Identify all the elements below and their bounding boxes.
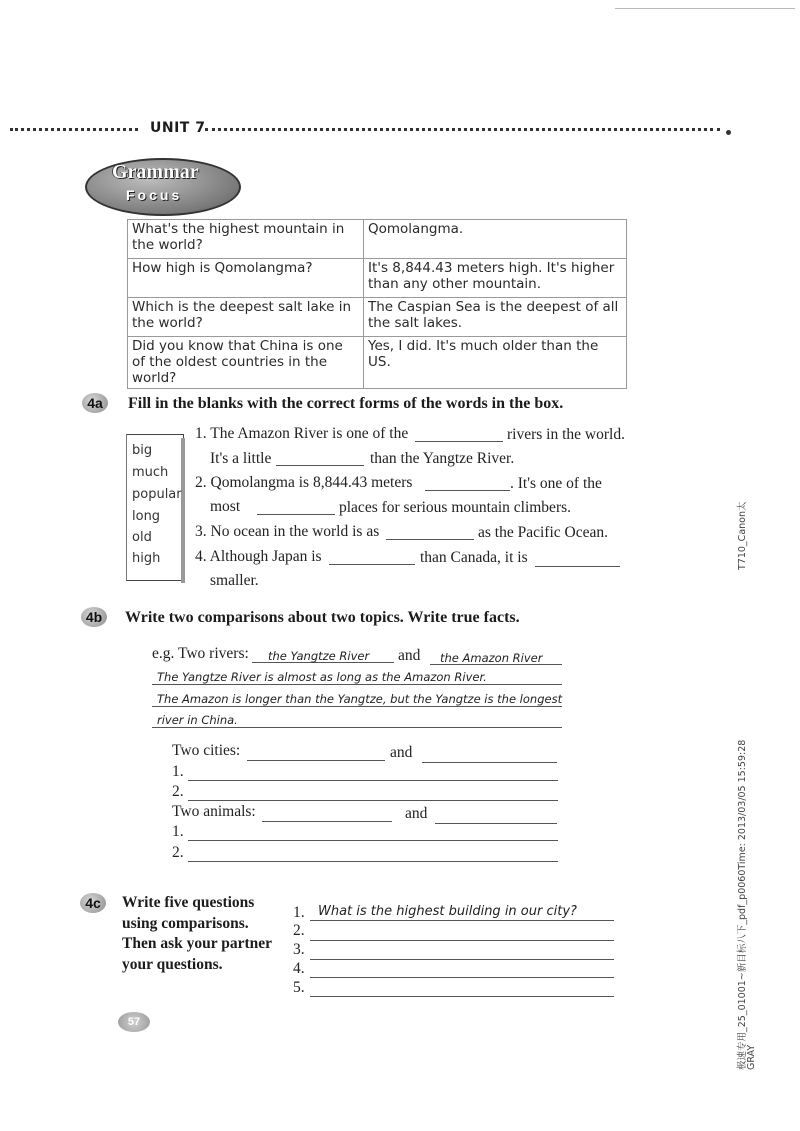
word-box-shadow bbox=[181, 438, 185, 583]
cities-number-2: 2. bbox=[172, 783, 184, 800]
question-cell: Did you know that China is one of the oldest countries in the world? bbox=[128, 337, 364, 389]
question-cell: Which is the deepest salt lake in the world? bbox=[128, 298, 364, 337]
sentence-4b: than Canada, it is bbox=[420, 549, 528, 566]
and-word: and bbox=[405, 805, 428, 822]
example-sentence-2: The Amazon is longer than the Yangtze, but the Yangtze is the longest bbox=[157, 692, 563, 706]
animals-line-2[interactable] bbox=[188, 861, 558, 862]
dot-end bbox=[726, 130, 731, 135]
animals-number-1: 1. bbox=[172, 823, 184, 840]
question-line-1[interactable] bbox=[310, 920, 614, 921]
blank-1b[interactable] bbox=[276, 465, 364, 466]
grammar-focus-subtitle: Focus bbox=[126, 187, 183, 203]
exercise-4b-instruction: Write two comparisons about two topics. Write true facts. bbox=[125, 609, 520, 626]
example-sentence-1: The Yangtze River is almost as long as the Amazon River. bbox=[157, 670, 487, 684]
sentence-2a: 2. Qomolangma is 8,844.43 meters bbox=[195, 474, 413, 491]
and-word: and bbox=[398, 647, 421, 664]
answer-cell: The Caspian Sea is the deepest of all the salt lakes. bbox=[364, 298, 627, 337]
table-row bbox=[128, 298, 627, 337]
page-number: 57 bbox=[118, 1012, 150, 1032]
word-box-item: much bbox=[132, 465, 169, 480]
cities-number-1: 1. bbox=[172, 763, 184, 780]
exercise-4c-instruction-3: Then ask your partner bbox=[122, 935, 272, 952]
sentence-4a: 4. Although Japan is bbox=[195, 548, 322, 565]
question-cell: How high is Qomolangma? bbox=[128, 259, 364, 298]
word-box-item: long bbox=[132, 509, 161, 524]
animals-line-1[interactable] bbox=[188, 840, 558, 841]
table-row bbox=[128, 337, 627, 389]
topic-animals-label: Two animals: bbox=[172, 803, 256, 820]
answer-cell: It's 8,844.43 meters high. It's higher than any other mountain. bbox=[364, 259, 627, 298]
table-row bbox=[128, 220, 627, 259]
animals-blank-1[interactable] bbox=[262, 821, 392, 822]
question-cell: What's the highest mountain in the world? bbox=[128, 220, 364, 259]
exercise-4c-badge: 4c bbox=[80, 893, 106, 913]
dotted-rule-left bbox=[10, 128, 138, 131]
animals-number-2: 2. bbox=[172, 844, 184, 861]
cities-blank-1[interactable] bbox=[247, 760, 385, 761]
sentence-1b: rivers in the world. bbox=[507, 426, 625, 443]
blank-1a[interactable] bbox=[415, 441, 503, 442]
margin-text-3: GRAY bbox=[746, 1044, 757, 1070]
cities-line-1[interactable] bbox=[188, 780, 558, 781]
grammar-table bbox=[127, 219, 627, 389]
example-sentence-3: river in China. bbox=[157, 713, 238, 727]
answer-cell: Qomolangma. bbox=[364, 220, 627, 259]
cities-line-2[interactable] bbox=[188, 800, 558, 801]
sentence-2c: most bbox=[210, 498, 241, 515]
animals-blank-2[interactable] bbox=[435, 823, 557, 824]
example-answer-2: the Amazon River bbox=[440, 651, 543, 665]
sentence-1d: than the Yangtze River. bbox=[370, 450, 515, 467]
sentence-3a: 3. No ocean in the world is as bbox=[195, 523, 380, 540]
sentence-1c: It's a little bbox=[210, 450, 272, 467]
exercise-4a-badge: 4a bbox=[82, 393, 108, 413]
sentence-2d: places for serious mountain climbers. bbox=[339, 499, 572, 516]
example-answer-1: the Yangtze River bbox=[268, 649, 370, 663]
table-row bbox=[128, 259, 627, 298]
blank-4b[interactable] bbox=[535, 566, 620, 567]
sentence-2b: . It's one of the bbox=[510, 475, 602, 492]
question-number-2: 2. bbox=[293, 922, 305, 939]
example-label: e.g. Two rivers: bbox=[152, 645, 249, 662]
exercise-4c-instruction-2: using comparisons. bbox=[122, 915, 249, 932]
and-word: and bbox=[390, 744, 413, 761]
blank-2b[interactable] bbox=[257, 514, 335, 515]
question-line-2[interactable] bbox=[310, 940, 614, 941]
blank-2a[interactable] bbox=[425, 490, 510, 491]
topic-cities-label: Two cities: bbox=[172, 742, 241, 759]
exercise-4a-instruction: Fill in the blanks with the correct forms of the words in the box. bbox=[128, 395, 564, 412]
question-number-5: 5. bbox=[293, 979, 305, 996]
dotted-rule-right bbox=[205, 128, 720, 131]
question-number-3: 3. bbox=[293, 941, 305, 958]
word-box-item: old bbox=[132, 530, 152, 545]
example-line-2 bbox=[152, 706, 562, 707]
answer-cell: Yes, I did. It's much older than the US. bbox=[364, 337, 627, 389]
question-line-5[interactable] bbox=[310, 996, 614, 997]
exercise-4b-badge: 4b bbox=[81, 607, 107, 627]
word-box-item: big bbox=[132, 443, 153, 458]
margin-text-1: T710_Canon太 bbox=[737, 501, 748, 570]
question-line-3[interactable] bbox=[310, 959, 614, 960]
sentence-4c: smaller. bbox=[210, 572, 259, 589]
exercise-4c-instruction-4: your questions. bbox=[122, 956, 223, 973]
example-line-1 bbox=[152, 684, 562, 685]
cities-blank-2[interactable] bbox=[422, 762, 557, 763]
blank-3[interactable] bbox=[386, 539, 474, 540]
example-line-3 bbox=[152, 727, 562, 728]
grammar-focus-title: Grammar bbox=[112, 161, 199, 183]
question-answer-1: What is the highest building in our city? bbox=[318, 904, 577, 919]
top-rule bbox=[615, 8, 795, 9]
unit-label: UNIT 7 bbox=[150, 120, 206, 136]
question-number-1: 1. bbox=[293, 904, 305, 921]
blank-4a[interactable] bbox=[329, 564, 415, 565]
question-number-4: 4. bbox=[293, 960, 305, 977]
word-box-item: high bbox=[132, 551, 161, 566]
sentence-1a: 1. The Amazon River is one of the bbox=[195, 425, 409, 442]
margin-text-2: 极速专用_25_01001~新目标八下_pdf_p0060Time: 2013/03/05 15:59:28 bbox=[737, 739, 748, 1070]
question-line-4[interactable] bbox=[310, 977, 614, 978]
exercise-4c-instruction-1: Write five questions bbox=[122, 894, 255, 911]
word-box-item: popular bbox=[132, 487, 182, 502]
sentence-3b: as the Pacific Ocean. bbox=[478, 524, 608, 541]
